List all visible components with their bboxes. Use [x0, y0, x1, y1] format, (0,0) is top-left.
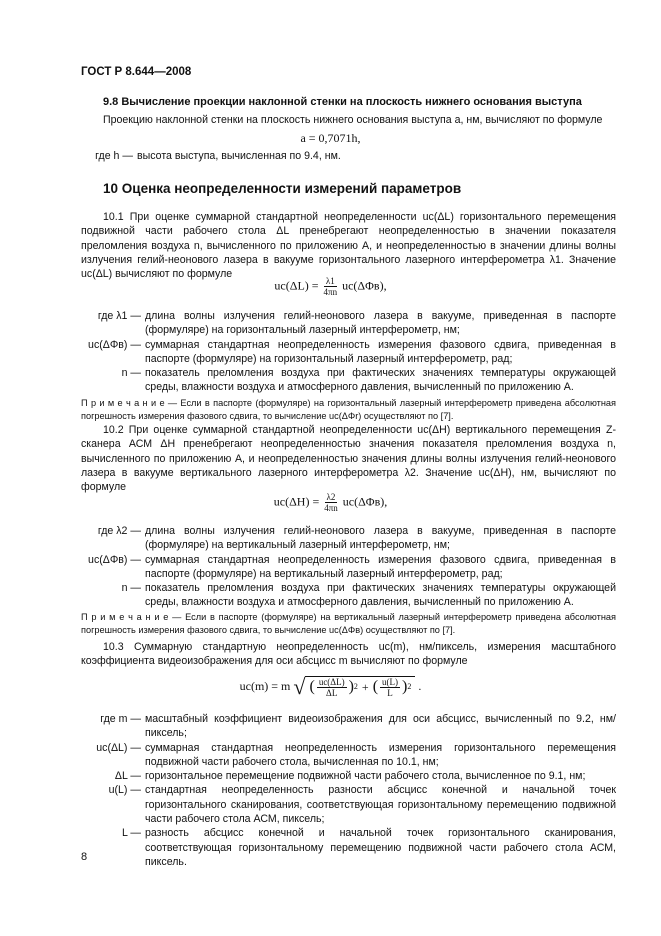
paragraph: 10.1 При оценке суммарной стандартной неопределенности uc(ΔL) горизонтального перемещения подвижной части рабочего стола ΔL пренебрегают неопределенностью в значении показателя преломления воздуха n, вычисленного по приложению А, и неопределенностью в значении длины волны излучения гелий-неонового лазера в вакууме горизонтального лазерного интерферометра λ1. Значение uc(ΔL) вычисляют по формуле: [81, 211, 616, 281]
formula: [0, 276, 661, 297]
definition-item: [81, 769, 616, 783]
definition-text: суммарная стандартная неопределенность измерения фазового сдвига, приведенная в паспорте (формуляре) на вертикальный лазерный интерферометр, рад;: [145, 553, 616, 580]
left-paren-icon: (: [309, 678, 315, 696]
definition-item: [81, 338, 616, 367]
formula-rhs: uc(ΔΦв),: [342, 494, 388, 509]
left-paren-icon: (: [372, 678, 379, 696]
page-number: 8: [81, 851, 88, 863]
fraction-denominator: L: [387, 688, 393, 698]
definition-text: стандартная неопределенность разности абсцисс конечной и начальной точек горизонтального сканирования, соответствующая горизонтальному перемещению подвижной части рабочего стола АСМ, пиксель;: [145, 784, 616, 826]
fraction-denominator: 4πn: [323, 287, 338, 297]
definition-symbol: ΔL —: [114, 770, 141, 783]
right-paren-icon: ): [348, 678, 354, 696]
square-root: [293, 676, 415, 698]
section-heading: 9.8 Вычисление проекции наклонной стенки на плоскость нижнего основания выступа: [103, 96, 582, 108]
fraction: [317, 677, 347, 698]
definition-symbol: n —: [121, 367, 141, 380]
paragraph-10-1: [81, 210, 616, 281]
definition-text: разность абсцисс конечной и начальной точек горизонтального сканирования, соответствующая горизонтальному перемещению подвижной части рабочего стола АСМ, пиксель.: [145, 827, 616, 868]
fraction: [324, 492, 338, 513]
formula-end: .: [418, 678, 422, 693]
definition-text: суммарная стандартная неопределенность измерения фазового сдвига, приведенная в паспорте (формуляре) на горизонтальный лазерный интерферометр, рад;: [145, 338, 616, 365]
definition-list: [81, 524, 616, 610]
definition-symbol: uc(ΔΦв) —: [88, 553, 141, 566]
definition-list: [81, 149, 616, 163]
section-9-8: [81, 95, 616, 128]
fraction: [380, 677, 400, 698]
definition-symbol: uc(ΔL) —: [96, 741, 141, 754]
definition-text: суммарная стандартная неопределенность измерения горизонтального перемещения подвижной части рабочего стола, вычисленная по 10.1, нм;: [145, 741, 616, 768]
definition-item: [81, 149, 616, 163]
definition-item: [81, 524, 616, 553]
definition-symbol: где λ1 —: [97, 310, 141, 322]
definition-item: [81, 783, 616, 826]
formula-rhs: uc(ΔΦв),: [342, 278, 387, 293]
fraction-numerator: λ1: [325, 276, 335, 286]
fraction-denominator: 4πn: [324, 503, 338, 513]
note: П р и м е ч а н и е — Если в паспорте (формуляре) на горизонтальный лазерный интерферометр приведена абсолютная погрешность измерения фазового сдвига, то вычисление uc(ΔΦr) осуществляют по [7].: [81, 398, 616, 421]
fraction-numerator: u(L): [382, 677, 399, 687]
paragraph: 10.3 Суммарную стандартную неопределенность uc(m), нм/пиксель, измерения масштабного коэффициента видеоизображения для оси абсцисс m вычисляют по формуле: [81, 641, 616, 668]
definition-item: [81, 712, 616, 741]
definition-list: [81, 309, 616, 395]
formula: a = 0,7071h,: [300, 131, 361, 145]
definition-item: [81, 366, 616, 395]
paragraph-10-2: [81, 423, 616, 494]
fraction-numerator: uc(ΔL): [318, 677, 345, 687]
paragraph-10-3: [81, 640, 616, 669]
plus-sign: +: [361, 680, 369, 695]
exponent: 2: [407, 682, 412, 692]
definition-item: [81, 826, 616, 869]
formula-lhs: uc(ΔL) =: [274, 278, 319, 293]
formula-lhs: uc(ΔH) =: [273, 494, 320, 509]
exponent: 2: [353, 682, 358, 692]
definition-text: высота выступа, вычисленная по 9.4, нм.: [137, 150, 341, 162]
fraction-denominator: ΔL: [326, 688, 338, 698]
section-heading: 10 Оценка неопределенности измерений параметров: [103, 181, 462, 196]
definition-text: показатель преломления воздуха при фактических значениях температуры окружающей среды, влажности воздуха и атмосферного давления, вычисленный по приложению А.: [145, 367, 616, 394]
definition-text: масштабный коэффициент видеоизображения для оси абсцисс, вычисленный по 9.2, нм/пиксель;: [145, 713, 616, 740]
definition-item: [81, 741, 616, 770]
paragraph: Проекцию наклонной стенки на плоскость нижнего основания выступа a, нм, вычисляют по формуле: [103, 114, 603, 127]
note: П р и м е ч а н и е — Если в паспорте (формуляре) на вертикальный лазерный интерферометр приведена абсолютная погрешность измерения фазового сдвига, то вычисление uc(ΔΦв) осуществляют по [7].: [81, 612, 616, 635]
section-10: [81, 181, 616, 197]
definition-text: горизонтальное перемещение подвижной части рабочего стола, вычисленное по 9.1, нм;: [145, 770, 586, 783]
paragraph: 10.2 При оценке суммарной стандартной неопределенности uc(ΔH) вертикального перемещения Z-сканера АСМ ΔH пренебрегают неопределенностью значения показателя преломления воздуха n, вычисленного по приложению А, и неопределенностью значения длины волны излучения гелий-неонового лазера в вакууме вертикального лазерного интерферометра λ2. Значение uc(ΔH), нм, вычисляют по формуле: [81, 424, 616, 494]
definition-symbol: где m —: [100, 713, 141, 725]
definition-text: длина волны излучения гелий-неонового лазера в вакууме, приведенная в паспорте (формуляре) на вертикальный лазерный интерферометр, нм;: [145, 525, 616, 552]
definition-item: [81, 553, 616, 582]
definition-symbol: L —: [121, 827, 141, 840]
fraction-numerator: λ2: [326, 492, 336, 502]
standard-header: ГОСТ Р 8.644—2008: [81, 66, 192, 78]
definition-item: [81, 309, 616, 338]
definition-text: показатель преломления воздуха при фактических значениях температуры окружающей среды, влажности воздуха и атмосферного давления, вычисленный по приложению А.: [145, 582, 616, 609]
formula-lhs: uc(m) = m: [239, 678, 291, 693]
definition-text: длина волны излучения гелий-неонового лазера в вакууме, приведенная в паспорте (формуляре) на горизонтальный лазерный интерферометр, нм;: [145, 310, 616, 337]
definition-list: [81, 712, 616, 869]
radical-sign-icon: √: [293, 674, 306, 699]
radicand: [305, 676, 415, 698]
definition-symbol: где λ2 —: [97, 525, 141, 537]
fraction: [324, 276, 338, 297]
formula: [0, 492, 661, 513]
formula: [0, 676, 661, 698]
definition-item: [81, 581, 616, 610]
definition-symbol: где h —: [95, 150, 133, 162]
definition-symbol: n —: [121, 582, 141, 595]
definition-symbol: u(L) —: [108, 784, 141, 797]
right-paren-icon: ): [402, 678, 408, 696]
definition-symbol: uc(ΔΦв) —: [88, 338, 141, 351]
